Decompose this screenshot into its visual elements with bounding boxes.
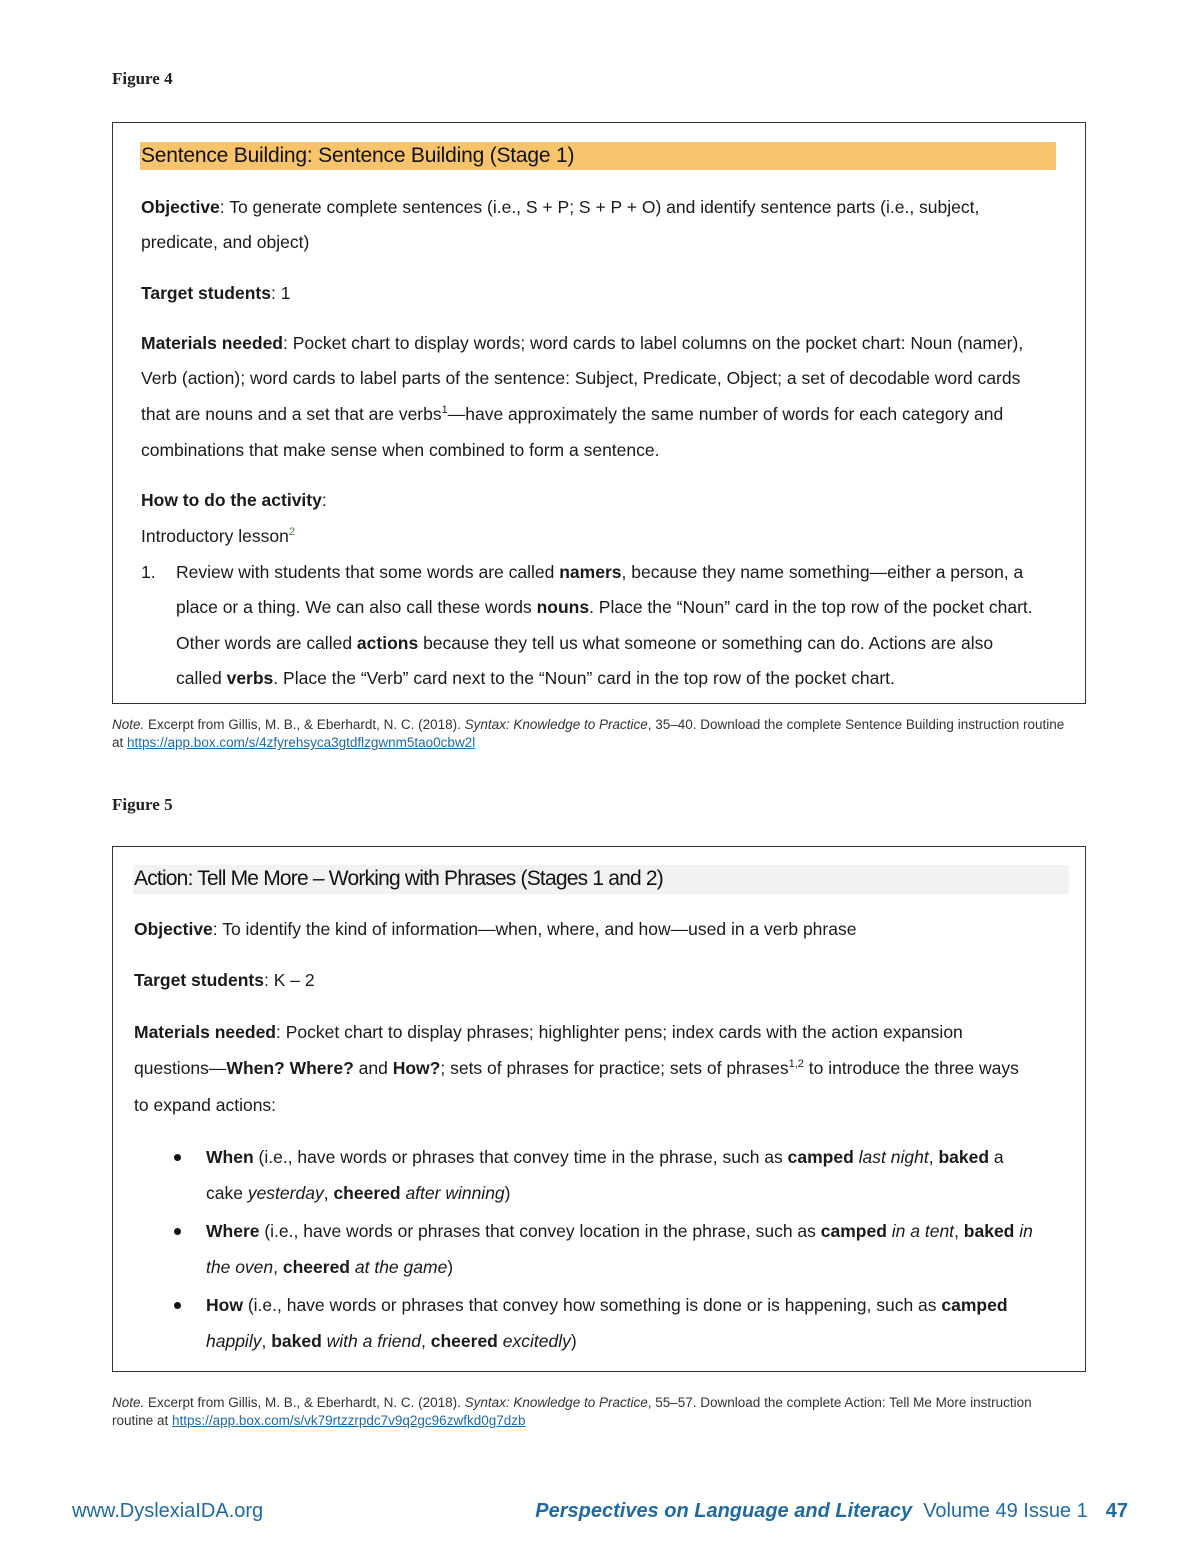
list-item-line-3: Other words are called actions because they tell us what someone or something can do. Actions are also: [176, 633, 994, 653]
journal-issue: Volume 49 Issue 1: [923, 1500, 1088, 1522]
bullet-icon: [174, 1228, 181, 1235]
footnote-marker: 1,2: [788, 1058, 804, 1071]
when-line-1: When (i.e., have words or phrases that convey time in the phrase, such as camped last night, baked a: [206, 1147, 1004, 1167]
list-item-line-4: called verbs. Place the “Verb” card next to the “Noun” card in the top row of the pocket chart.: [176, 668, 895, 688]
when-line-2: cake yesterday, cheered after winning): [206, 1183, 511, 1203]
figure-5-label: Figure 5: [112, 795, 173, 814]
page-number: 47: [1105, 1500, 1128, 1522]
figure-4-label: Figure 4: [112, 69, 173, 88]
materials-line-2: Verb (action); word cards to label parts of the sentence: Subject, Predicate, Object; a set of decodable word cards: [141, 368, 1021, 388]
materials-line-2: questions—When? Where? and How?; sets of phrases for practice; sets of phrases$^{1,2}$ to introduce the three ways: [134, 1058, 1019, 1078]
materials-line-3: that are nouns and a set that are verbs$^1$—have approximately the same number of words for each category and: [141, 404, 1004, 424]
introductory-lesson: Introductory lesson$^2$: [141, 526, 295, 546]
target-students-line: Target students: K – 2: [134, 970, 315, 990]
footnote-marker: 2: [288, 526, 295, 539]
how-line-1: How (i.e., have words or phrases that convey how something is done or is happening, such as camped: [206, 1295, 1008, 1315]
footnote-marker: 1: [441, 404, 448, 417]
list-item-line-2: place or a thing. We can also call these words nouns. Place the “Noun” card in the top row of the pocket chart.: [176, 597, 1033, 617]
objective-line: Objective: To identify the kind of information—when, where, and how—used in a verb phrase: [134, 919, 857, 939]
journal-footer: [535, 1500, 1128, 1523]
how-line-2: happily, baked with a friend, cheered excitedly): [206, 1331, 577, 1351]
materials-line-4: combinations that make sense when combined to form a sentence.: [141, 440, 660, 460]
figure-5-download-link[interactable]: https://app.box.com/s/vk79rtzzrpdc7v9q2gc96zwfkd0g7dzb: [172, 1413, 526, 1428]
objective-line-2: predicate, and object): [141, 232, 310, 252]
figure-4-note: Note. Excerpt from Gillis, M. B., & Eberhardt, N. C. (2018). Syntax: Knowledge to Practice, 35–40. Download the complete Sentence Building instruction routine at https://app.box.com/s/4zfyrehsyca3gtdflzgwnm5tao0cbw2l: [112, 717, 1065, 750]
materials-line-1: Materials needed: Pocket chart to display words; word cards to label columns on the pocket chart: Noun (namer),: [141, 333, 1024, 353]
list-item-line-1: Review with students that some words are called namers, because they name something—either a person, a: [176, 562, 1024, 582]
figure-4-box: [112, 122, 1086, 704]
bullet-icon: [174, 1154, 181, 1161]
where-line-1: Where (i.e., have words or phrases that convey location in the phrase, such as camped in a tent, baked in: [206, 1221, 1033, 1241]
where-line-2: the oven, cheered at the game): [206, 1257, 454, 1277]
figure-5-title: Action: Tell Me More – Working with Phrases (Stages 1 and 2): [133, 865, 1069, 894]
list-item-number: 1.: [141, 562, 156, 582]
objective-line-1: Objective: To generate complete sentences (i.e., S + P; S + P + O) and identify sentence parts (i.e., subject,: [141, 197, 980, 217]
objective-label: Objective: [141, 197, 220, 217]
how-to-heading: How to do the activity:: [141, 490, 327, 510]
materials-line-1: Materials needed: Pocket chart to display phrases; highlighter pens; index cards with the action expansion: [134, 1022, 963, 1042]
figure-5-note: Note. Excerpt from Gillis, M. B., & Eberhardt, N. C. (2018). Syntax: Knowledge to Practice, 55–57. Download the complete Action: Tell Me More instruction routine at https://app.box.com/s/vk79rtzzrpdc7v9q2gc96zwfkd0g7dzb: [112, 1395, 1032, 1428]
figure-4-download-link[interactable]: https://app.box.com/s/4zfyrehsyca3gtdflzgwnm5tao0cbw2l: [127, 735, 476, 750]
figure-4-title: Sentence Building: Sentence Building (Stage 1): [140, 142, 1056, 170]
bullet-icon: [174, 1302, 181, 1309]
figure-5-box: [112, 846, 1086, 1372]
materials-line-3: to expand actions:: [134, 1095, 277, 1115]
journal-name: Perspectives on Language and Literacy: [535, 1500, 913, 1522]
target-students-line: Target students: 1: [141, 283, 291, 303]
website-link[interactable]: www.DyslexiaIDA.org: [72, 1500, 264, 1522]
